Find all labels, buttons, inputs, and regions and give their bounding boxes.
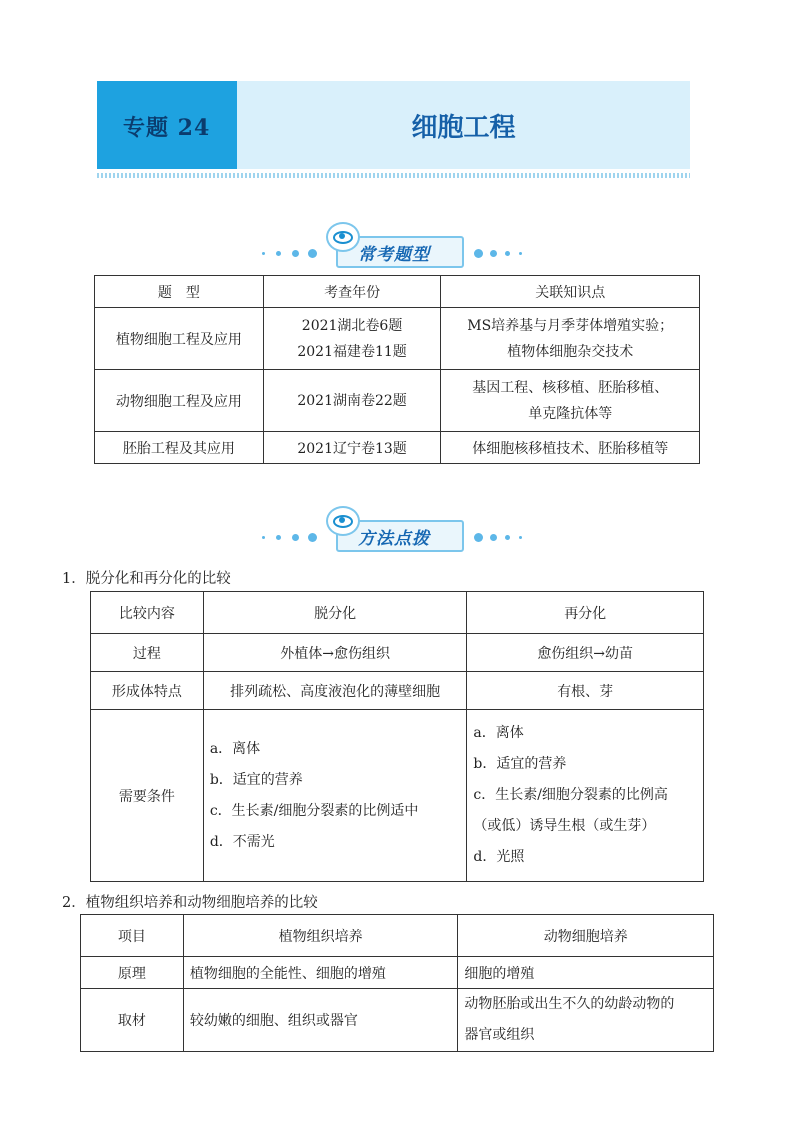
condition-line: c．生长素/细胞分裂素的比例适中 bbox=[209, 802, 419, 819]
conditions-cell bbox=[203, 710, 467, 882]
point-line: 基因工程、核移植、胚胎移植、 bbox=[472, 379, 669, 396]
condition-line: a．离体 bbox=[209, 740, 261, 757]
header-cell: 脱分化 bbox=[203, 592, 467, 634]
row-label: 形成体特点 bbox=[91, 672, 204, 710]
badge-common-types bbox=[262, 222, 534, 272]
table-row bbox=[91, 710, 704, 882]
years-cell bbox=[263, 370, 441, 432]
cell: 愈伤组织→幼苗 bbox=[467, 634, 704, 672]
table-header-row bbox=[81, 915, 714, 957]
condition-line: （或低）诱导生根（或生芽） bbox=[473, 818, 656, 834]
header-divider bbox=[97, 173, 690, 178]
condition-line: c．生长素/细胞分裂素的比例高 bbox=[473, 787, 668, 803]
table-row bbox=[95, 432, 700, 464]
points-cell bbox=[441, 370, 700, 432]
eye-icon bbox=[326, 222, 360, 252]
section-title: 1．脱分化和再分化的比较 bbox=[62, 571, 231, 587]
exam-types-table bbox=[94, 275, 700, 464]
points-cell: 体细胞核移植技术、胚胎移植等 bbox=[441, 432, 700, 464]
topic-title-block bbox=[237, 81, 690, 169]
type-cell: 胚胎工程及其应用 bbox=[95, 432, 264, 464]
table-row bbox=[91, 672, 704, 710]
condition-line: b．适宜的营养 bbox=[473, 756, 567, 772]
cell: 有根、芽 bbox=[467, 672, 704, 710]
condition-line: d．光照 bbox=[473, 849, 525, 865]
cell: 植物细胞的全能性、细胞的增殖 bbox=[183, 957, 458, 989]
points-cell bbox=[441, 308, 700, 370]
cell: 外植体→愈伤组织 bbox=[203, 634, 467, 672]
condition-line: d．不需光 bbox=[209, 833, 275, 850]
topic-number: 专题 24 bbox=[123, 115, 211, 141]
cell bbox=[458, 989, 714, 1052]
year-line: 2021湖北卷6题 bbox=[301, 317, 403, 334]
years-cell bbox=[263, 308, 441, 370]
topic-number-block bbox=[97, 81, 237, 169]
point-line: 植物体细胞杂交技术 bbox=[507, 343, 634, 360]
differentiation-table bbox=[90, 591, 704, 882]
table-row bbox=[95, 308, 700, 370]
header-cell: 比较内容 bbox=[91, 592, 204, 634]
point-line: MS培养基与月季芽体增殖实验； bbox=[467, 317, 674, 334]
table-row bbox=[95, 370, 700, 432]
point-line: 单克隆抗体等 bbox=[528, 405, 613, 422]
cell: 细胞的增殖 bbox=[458, 957, 714, 989]
condition-line: a．离体 bbox=[473, 725, 524, 741]
year-line: 2021福建卷11题 bbox=[297, 343, 407, 360]
badge-methods bbox=[262, 506, 534, 556]
cell: 较幼嫩的细胞、组织或器官 bbox=[183, 989, 458, 1052]
header-cell: 植物组织培养 bbox=[183, 915, 458, 957]
row-label: 过程 bbox=[91, 634, 204, 672]
badge-label: 方法点拨 bbox=[358, 529, 430, 549]
cell-line: 动物胚胎或出生不久的幼龄动物的 bbox=[464, 996, 675, 1012]
row-label: 需要条件 bbox=[91, 710, 204, 882]
years-cell: 2021辽宁卷13题 bbox=[263, 432, 441, 464]
cell-line: 器官或组织 bbox=[464, 1027, 535, 1043]
row-label: 原理 bbox=[81, 957, 184, 989]
table-row bbox=[81, 957, 714, 989]
table-row bbox=[91, 634, 704, 672]
header-cell: 关联知识点 bbox=[441, 276, 700, 308]
topic-header bbox=[97, 81, 690, 169]
type-cell: 植物细胞工程及应用 bbox=[95, 308, 264, 370]
badge-label: 常考题型 bbox=[358, 245, 430, 265]
header-cell: 动物细胞培养 bbox=[458, 915, 714, 957]
header-cell: 考查年份 bbox=[263, 276, 441, 308]
table-row bbox=[81, 989, 714, 1052]
type-cell: 动物细胞工程及应用 bbox=[95, 370, 264, 432]
table-header-row bbox=[91, 592, 704, 634]
table-header-row bbox=[95, 276, 700, 308]
cell: 排列疏松、高度液泡化的薄壁细胞 bbox=[203, 672, 467, 710]
row-label: 取材 bbox=[81, 989, 184, 1052]
condition-line: b．适宜的营养 bbox=[209, 771, 303, 788]
section-title: 2．植物组织培养和动物细胞培养的比较 bbox=[62, 895, 318, 911]
eye-icon bbox=[326, 506, 360, 536]
conditions-cell bbox=[467, 710, 704, 882]
header-cell: 项目 bbox=[81, 915, 184, 957]
culture-comparison-table bbox=[80, 914, 714, 1052]
year-line: 2021湖南卷22题 bbox=[297, 392, 407, 409]
topic-title: 细胞工程 bbox=[411, 113, 516, 143]
header-cell: 题 型 bbox=[95, 276, 264, 308]
header-cell: 再分化 bbox=[467, 592, 704, 634]
